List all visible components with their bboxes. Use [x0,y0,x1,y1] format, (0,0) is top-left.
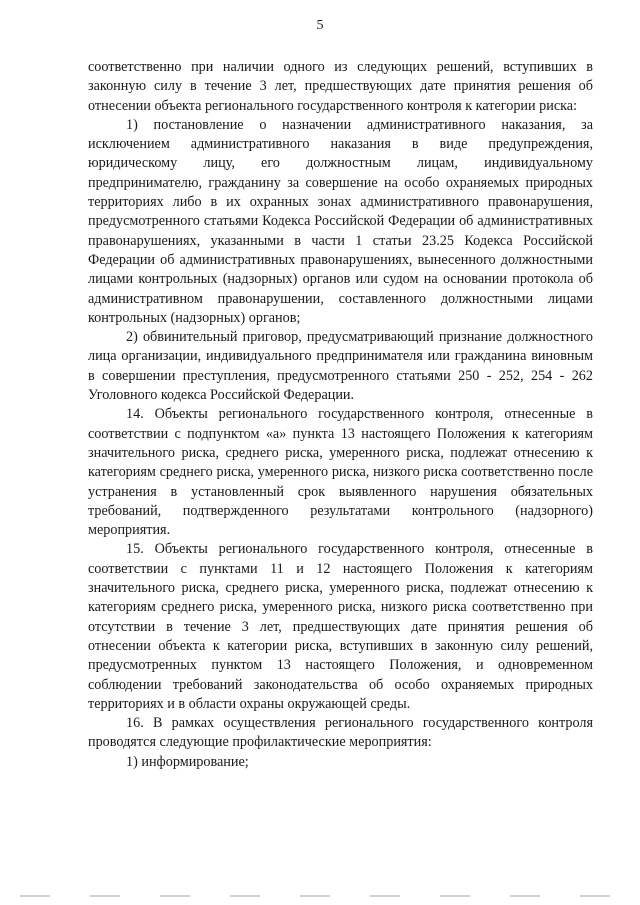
paragraph-16: 16. В рамках осуществления регионального государственного контроля проводятся следующие профилактические мероприятия: [88,715,593,751]
paragraph-14: 14. Объекты регионального государственного контроля, отнесенные в соответствии с подпунктом «а» пункта 13 настоящего Положения к категориям значительного риска, среднего риска, умеренного риска, подлежат отнесению к категориям среднего риска, умеренного риска, низкого риска соответственно после устранения в установленный срок выявленного нарушения обязательных требований, подтвержденного результатами контрольного (надзорного) мероприятия. [88,406,593,539]
paragraph-continuation: соответственно при наличии одного из следующих решений, вступивших в законную силу в течение 3 лет, предшествующих дате принятия решения об отнесении объекта регионального государственного контроля к категории риска: [88,59,593,114]
page-number: 5 [316,18,324,33]
paragraph-item-2: 2) обвинительный приговор, предусматривающий признание должностного лица организации, индивидуального предпринимателя или гражданина виновным в совершении преступления, предусмотренного статьями 250 - 252, 254 - 262 Уголовного кодекса Российской Федерации. [88,329,593,404]
paragraph-item-1: 1) постановление о назначении административного наказания, за исключением административного наказания в виде предупреждения, юридическому лицу, его должностным лицам, индивидуальному предпринимателю, гражданину за совершение на особо охраняемых природных территориях либо в их охранных зонах административного правонарушения, предусмотренного статьями Кодекса Российской Федерации об административных правонарушениях, указанными в части 1 статьи 23.25 Кодекса Российской Федерации об административных правонарушениях, вынесенного должностными лицами контрольных (надзорных) органов или судом на основании протокола об административном правонарушении, составленного должностными лицами контрольных (надзорных) органов; [88,116,593,326]
paragraph-15: 15. Объекты регионального государственного контроля, отнесенные в соответствии с пунктами 11 и 12 настоящего Положения к категориям значительного риска, среднего риска, умеренного риска, подлежат отнесению к категориям среднего риска, умеренного риска, низкого риска соответственно при отсутствии в течение 3 лет, предшествующих дате принятия решения об отнесении объекта к категории риска, вступивших в законную силу решений, предусмотренных пунктом 13 настоящего Положения, и одновременном соблюдении требований законодательства об особо охраняемых природных территориях и в области охраны окружающей среды. [88,541,593,712]
paragraph-16-item-1: 1) информирование; [126,753,249,770]
document-body [88,58,593,772]
scan-artifact-line [20,895,620,897]
